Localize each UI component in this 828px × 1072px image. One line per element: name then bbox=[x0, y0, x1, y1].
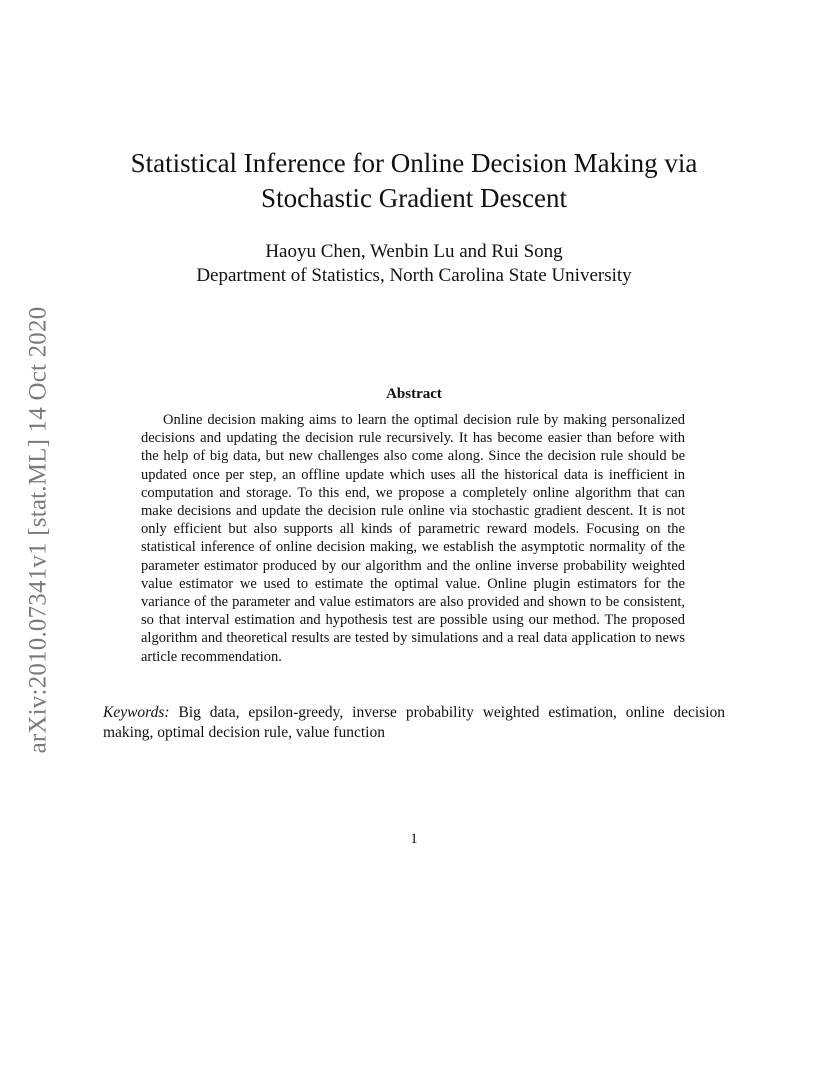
abstract-heading: Abstract bbox=[386, 386, 442, 402]
keywords-text: Big data, epsilon-greedy, inverse probability weighted estimation, online decision making, optimal decision rule, value function bbox=[103, 704, 726, 741]
keywords-label: Keywords: bbox=[103, 704, 170, 721]
page-number: 1 bbox=[410, 831, 418, 847]
abstract-text: Online decision making aims to learn the optimal decision rule by making personalized decisions and updating the decision rule recursively. It has become easier than before with the help of big data, but new challenges also come along. Since the decision rule should be updated once per step, an offline update which uses all the historical data is inefficient in computation and storage. To this end, we propose a completely online algorithm that can make decisions and update the decision rule online via stochastic gradient descent. It is not only efficient but also supports all kinds of parametric reward models. Focusing on the statistical inference of online decision making, we establish the asymptotic normality of the parameter estimator produced by our algorithm and the online inverse probability weighted value estimator we used to estimate the optimal value. Online plugin estimators for the variance of the parameter and value estimators are also provided and shown to be consistent, so that interval estimation and hypothesis test are possible using our method. The proposed algorithm and theoretical results are tested by simulations and a real data application to news article recommendation. bbox=[141, 412, 685, 665]
paper-title: Statistical Inference for Online Decision Making via Stochastic Gradient Descent bbox=[130, 148, 698, 213]
keywords-paragraph bbox=[103, 703, 725, 743]
arxiv-identifier-stamp bbox=[18, 280, 58, 780]
arxiv-identifier-text: arXiv:2010.07341v1 [stat.ML] 14 Oct 2020 bbox=[24, 306, 51, 754]
paper-authors: Haoyu Chen, Wenbin Lu and Rui Song bbox=[265, 241, 563, 262]
paper-affiliation: Department of Statistics, North Carolina State University bbox=[196, 265, 632, 286]
